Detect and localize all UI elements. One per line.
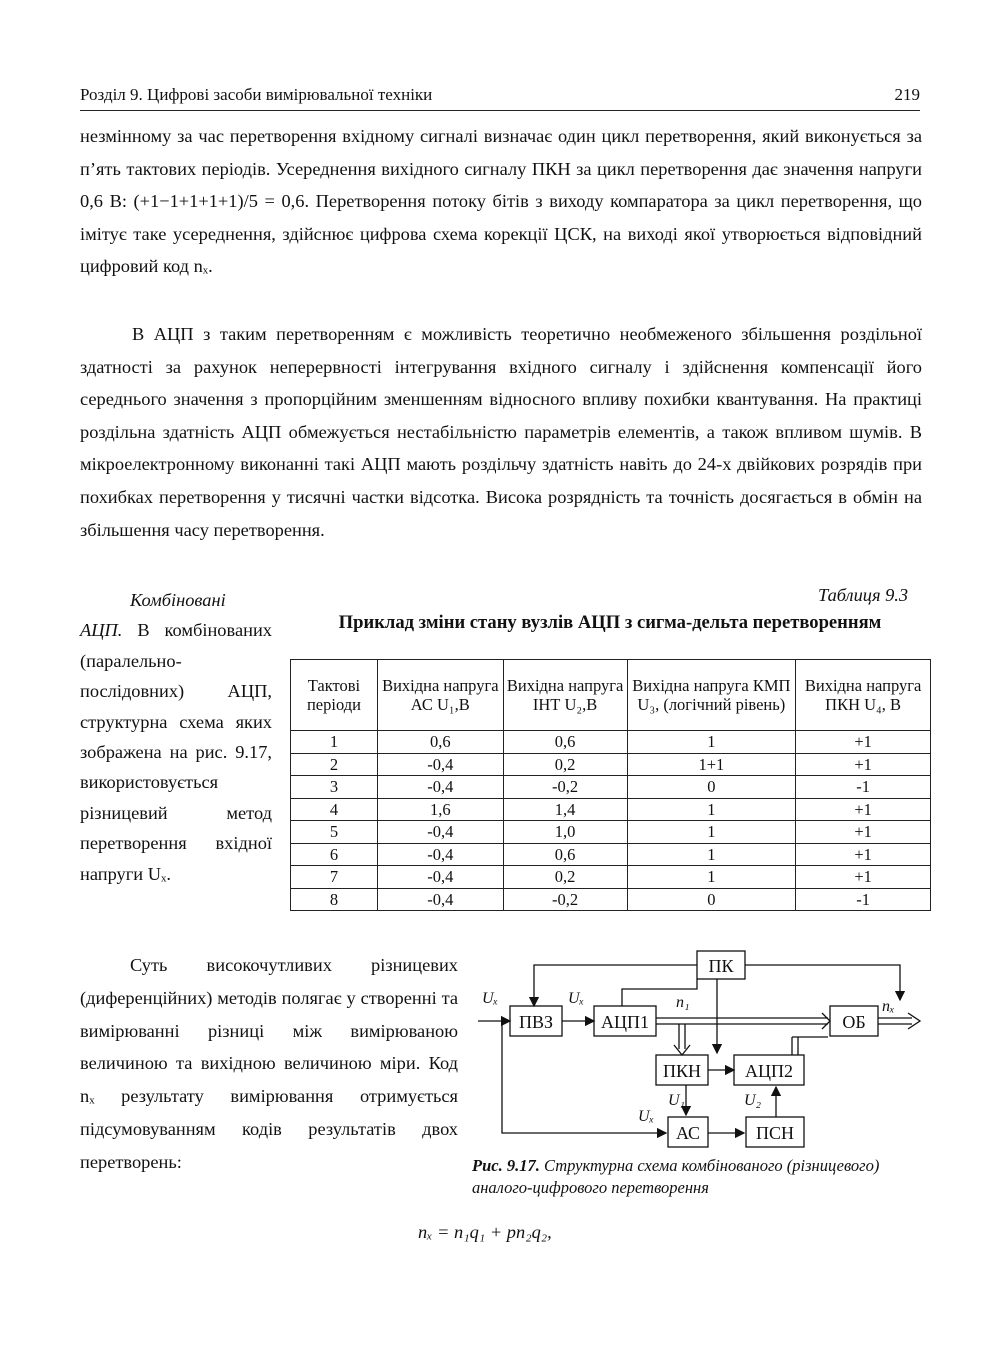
cell: +1 — [796, 753, 931, 776]
cell: 1 — [627, 731, 796, 754]
table-row — [291, 798, 931, 821]
paragraph-2: В АЦП з таким перетворенням є можливість теоретично необмеженого збільшення роздільної здатності за рахунок неперервності інтегрування вхідного сигналу і здійснення компенсації його середнього значення з пропорційним зменшенням відносного впливу похибки квантування. На практиці роздільна здатність АЦП обмежується нестабільністю параметрів елементів, а також впливом шумів. В мікроелектронному виконанні такі АЦП мають роздільчу здатність навіть до 24-х двійкових розрядів при похибках перетворення у тисячні частки відсотка. Висока розрядність та точність досягається в обмін на збільшення часу перетворення. — [80, 324, 922, 540]
cell: 0 — [627, 776, 796, 799]
ux-as-label: Uₓ — [638, 1108, 655, 1125]
cell: -1 — [796, 888, 931, 911]
as-label: АС — [675, 1123, 701, 1143]
figure-caption-text: Структурна схема комбінованого (різницевого) аналого-цифрового перетворення — [472, 1156, 880, 1197]
u2-label: U₂ — [744, 1092, 762, 1109]
cell: -0,4 — [377, 821, 503, 844]
cell: 0,6 — [503, 731, 627, 754]
cell: +1 — [796, 798, 931, 821]
cell: -1 — [796, 776, 931, 799]
cell: -0,2 — [503, 776, 627, 799]
pkn-label: ПКН — [662, 1061, 702, 1081]
cell: 1 — [627, 821, 796, 844]
cell: 5 — [291, 821, 378, 844]
cell: +1 — [796, 731, 931, 754]
pk-label: ПК — [708, 956, 734, 976]
cell: 2 — [291, 753, 378, 776]
cell: 1,4 — [503, 798, 627, 821]
cell: 1,6 — [377, 798, 503, 821]
cell: 1 — [627, 798, 796, 821]
adc2-label: АЦП2 — [745, 1061, 793, 1081]
cell: 1+1 — [627, 753, 796, 776]
section-heading: Комбіновані АЦП. — [80, 590, 226, 641]
table-caption: Таблиця 9.3 — [818, 585, 909, 605]
formula: nₓ = n₁q₁ + pn₂q₂, — [418, 1222, 552, 1242]
cell: -0,4 — [377, 753, 503, 776]
cell: 6 — [291, 843, 378, 866]
figure-number: Рис. 9.17. — [472, 1156, 540, 1175]
cell: 1 — [291, 731, 378, 754]
running-header — [80, 84, 920, 111]
header-cell: Вихідна напруга ІНТ U₂,В — [503, 660, 627, 731]
table-row — [291, 753, 931, 776]
cell: 4 — [291, 798, 378, 821]
cell: 3 — [291, 776, 378, 799]
psn-label: ПСН — [755, 1123, 795, 1143]
differential-methods-paragraph: Суть високочутливих різницевих (диференційних) методів полягає у створенні та вимірюванні різниці між вимірюваною величиною та вихідною величиною міри. Код nₓ результату вимірювання отримується підсумовуванням кодів результатів двох перетворень: — [80, 955, 458, 1172]
section-text: В комбінованих (паралельно-послідовних) АЦП, структурна схема яких зображена на рис. 9.17, використовується різницевий метод перетворення вхідної напруги Uₓ. — [80, 620, 272, 884]
table-row — [291, 821, 931, 844]
chapter-title: Розділ 9. Цифрові засоби вимірювальної техніки — [80, 85, 433, 104]
table-row — [291, 888, 931, 911]
header-cell: Вихідна напруга ПКН U₄, В — [796, 660, 931, 731]
cell: 0,2 — [503, 753, 627, 776]
cell: -0,4 — [377, 776, 503, 799]
block-diagram — [472, 945, 932, 1155]
pvz-label: ПВЗ — [518, 1012, 554, 1032]
cell: 1 — [627, 866, 796, 889]
cell: -0,4 — [377, 843, 503, 866]
header-cell: Вихідна напруга АС U₁,В — [377, 660, 503, 731]
cell: 8 — [291, 888, 378, 911]
table-row — [291, 776, 931, 799]
sigma-delta-table — [290, 659, 931, 911]
cell: 0 — [627, 888, 796, 911]
table-header-row — [291, 660, 931, 731]
cell: +1 — [796, 866, 931, 889]
ux-pvz-output-label: Uₓ — [568, 990, 585, 1007]
cell: +1 — [796, 821, 931, 844]
table-row — [291, 866, 931, 889]
cell: 0,6 — [503, 843, 627, 866]
combined-adc-section — [80, 585, 272, 889]
page-number: 219 — [894, 85, 920, 104]
cell: -0,2 — [503, 888, 627, 911]
ux-input-label: Uₓ — [482, 990, 499, 1007]
n1-label: n₁ — [676, 994, 690, 1011]
cell: 1 — [627, 843, 796, 866]
cell: 7 — [291, 866, 378, 889]
cell: 0,6 — [377, 731, 503, 754]
table-row — [291, 843, 931, 866]
table-title: Приклад зміни стану вузлів АЦП з сигма-дельта перетворенням — [338, 612, 882, 633]
cell: -0,4 — [377, 888, 503, 911]
ob-label: ОБ — [842, 1012, 866, 1032]
cell: 0,2 — [503, 866, 627, 889]
cell: -0,4 — [377, 866, 503, 889]
cell: +1 — [796, 843, 931, 866]
u1-label: U₁ — [668, 1092, 686, 1109]
paragraph-1: незмінному за час перетворення вхідному сигналі визначає один цикл перетворення, який виконується за п’ять тактових періодів. Усереднення вихідного сигналу ПКН за цикл перетворення дає значення напруги 0,6 В: (+1−1+1+1+1)/5 = 0,6. Перетворення потоку бітів з виходу компаратора за цикл перетворення, що імітує таке усереднення, здійснює цифрова схема корекції ЦСК, на виході якої утворюється відповідний цифровий код nₓ. — [80, 126, 922, 277]
table-row — [291, 731, 931, 754]
cell: 1,0 — [503, 821, 627, 844]
adc1-label: АЦП1 — [601, 1012, 649, 1032]
nx-output-label: nₓ — [882, 998, 895, 1015]
header-cell: Тактові періоди — [291, 660, 378, 731]
header-cell: Вихідна напруга КМП U₃, (логічний рівень) — [627, 660, 796, 731]
figure-caption — [472, 1155, 930, 1199]
